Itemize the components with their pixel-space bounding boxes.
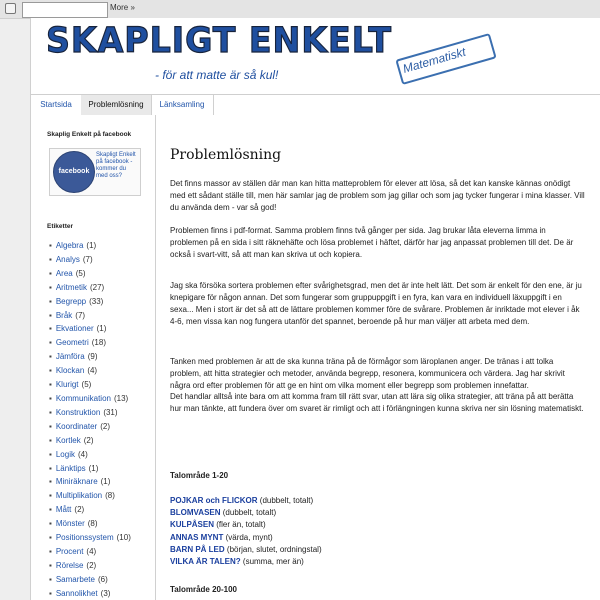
problem-item xyxy=(170,507,322,519)
bullet-icon: ▪ xyxy=(49,352,52,362)
label-link[interactable]: Kommunikation xyxy=(55,393,111,403)
label-count: (2) xyxy=(74,505,85,515)
problem-list xyxy=(170,495,322,568)
label-link[interactable]: Logik xyxy=(55,449,75,459)
label-item xyxy=(49,475,131,489)
label-link[interactable]: Rörelse xyxy=(55,560,84,570)
bullet-icon: ▪ xyxy=(49,588,52,598)
label-item xyxy=(49,253,131,267)
label-link[interactable]: Geometri xyxy=(55,338,89,348)
bullet-icon: ▪ xyxy=(49,533,52,543)
label-item xyxy=(49,392,131,406)
label-item xyxy=(49,531,131,545)
label-item xyxy=(49,448,131,462)
label-item xyxy=(49,573,131,587)
facebook-card[interactable] xyxy=(49,148,141,196)
label-link[interactable]: Kortlek xyxy=(55,435,81,445)
label-link[interactable]: Koordinater xyxy=(55,421,98,431)
post-content xyxy=(155,115,600,600)
label-item xyxy=(49,281,131,295)
blog-title[interactable]: SKAPLIGT ENKELT xyxy=(46,21,392,61)
labels-list xyxy=(49,239,131,600)
label-count: (5) xyxy=(75,268,86,278)
problem-description: (fler än, totalt) xyxy=(216,520,266,530)
label-count: (7) xyxy=(82,254,93,264)
label-count: (6) xyxy=(97,574,108,584)
section-title-20-100: Talområde 20-100 xyxy=(170,585,237,594)
bullet-icon: ▪ xyxy=(49,407,52,417)
label-link[interactable]: Samarbete xyxy=(55,574,95,584)
bullet-icon: ▪ xyxy=(49,380,52,390)
label-count: (13) xyxy=(113,393,129,403)
label-count: (31) xyxy=(103,407,118,417)
label-count: (1) xyxy=(100,477,111,487)
bullet-icon: ▪ xyxy=(49,491,52,501)
label-count: (27) xyxy=(89,282,105,292)
blogger-navbar xyxy=(0,0,600,19)
problem-link[interactable]: POJKAR och FLICKOR xyxy=(170,496,258,505)
label-count: (9) xyxy=(87,352,98,362)
stamp-logo xyxy=(395,33,496,85)
label-count: (2) xyxy=(83,435,94,445)
label-item xyxy=(49,350,131,364)
label-link[interactable]: Jämföra xyxy=(55,352,85,362)
post-title: Problemlösning xyxy=(170,147,282,163)
problem-description: (summa, mer än) xyxy=(242,557,304,567)
sidebar xyxy=(30,115,156,600)
paragraph-strategy: Det handlar alltså inte bara om att komma fram till rätt svar, utan att lära sig olika strategier, att träna på att berätta hur man tänkte, att fundera över om svaret är rimligt och att i förlängningen kunna skriva ner sin lösning matematiskt. xyxy=(170,392,584,414)
label-link[interactable]: Mått xyxy=(55,505,72,515)
label-count: (10) xyxy=(116,533,131,543)
more-link[interactable]: More » xyxy=(110,3,135,12)
label-item xyxy=(49,545,131,559)
label-link[interactable]: Bråk xyxy=(55,310,73,320)
bullet-icon: ▪ xyxy=(49,296,52,306)
label-item xyxy=(49,587,131,600)
label-count: (4) xyxy=(77,449,88,459)
page-tabs xyxy=(30,94,600,116)
bullet-icon: ▪ xyxy=(49,310,52,320)
tab-lanksamling[interactable]: Länksamling xyxy=(151,95,214,115)
problem-item xyxy=(170,556,322,568)
stamp-label: Matematiskt xyxy=(401,44,468,76)
problem-item xyxy=(170,495,322,507)
label-item xyxy=(49,309,131,323)
problem-item xyxy=(170,532,322,544)
label-link[interactable]: Positionssystem xyxy=(55,533,114,543)
bullet-icon: ▪ xyxy=(49,366,52,376)
label-item xyxy=(49,434,131,448)
tab-startsida[interactable]: Startsida xyxy=(31,95,82,115)
bullet-icon: ▪ xyxy=(49,560,52,570)
label-count: (2) xyxy=(86,560,97,570)
label-item xyxy=(49,462,131,476)
bullet-icon: ▪ xyxy=(49,268,52,278)
label-link[interactable]: Aritmetik xyxy=(55,282,87,292)
problem-link[interactable]: BARN PÅ LED xyxy=(170,544,225,554)
label-item xyxy=(49,503,131,517)
label-link[interactable]: Klockan xyxy=(55,366,85,376)
bullet-icon: ▪ xyxy=(49,421,52,431)
bullet-icon: ▪ xyxy=(49,574,52,584)
label-count: (4) xyxy=(86,546,97,556)
bullet-icon: ▪ xyxy=(49,241,52,250)
facebook-widget-title: Skaplig Enkelt på facebook xyxy=(47,131,132,138)
label-link[interactable]: Begrepp xyxy=(55,296,87,306)
label-item xyxy=(49,239,131,253)
bullet-icon: ▪ xyxy=(49,435,52,445)
label-item xyxy=(49,295,131,309)
problem-link[interactable]: ANNAS MYNT xyxy=(170,532,224,542)
label-count: (4) xyxy=(87,366,98,376)
label-link[interactable]: Ekvationer xyxy=(55,324,94,334)
bullet-icon: ▪ xyxy=(49,282,52,292)
label-link[interactable]: Konstruktion xyxy=(55,407,101,417)
section-title-1-20: Talområde 1-20 xyxy=(170,471,229,480)
label-count: (2) xyxy=(100,421,110,431)
label-item xyxy=(49,267,131,281)
label-item xyxy=(49,489,131,503)
label-count: (8) xyxy=(105,491,115,501)
bullet-icon: ▪ xyxy=(49,477,52,487)
facebook-link-text[interactable]: Skapligt Enkelt på facebook - kommer du med oss? xyxy=(96,152,136,179)
bullet-icon: ▪ xyxy=(49,338,52,348)
bullet-icon: ▪ xyxy=(49,393,52,403)
label-item xyxy=(49,322,131,336)
label-count: (1) xyxy=(96,324,107,334)
label-link[interactable]: Länktips xyxy=(55,463,86,473)
bullet-icon: ▪ xyxy=(49,505,52,515)
blogger-search-icon[interactable] xyxy=(5,3,16,14)
paragraph-intro: Det finns massor av ställen där man kan hitta matteproblem för elever att lösa, så det kan kanske kännas onödigt med ett sådant ställe till, men här samlar jag de problem som jag gillar och som jag tycker fungerar i mina klasser. Vill du använda dem - var så god! xyxy=(170,179,585,213)
label-link[interactable]: Procent xyxy=(55,546,84,556)
blog-header xyxy=(30,18,600,94)
problem-description: (dubbelt, totalt) xyxy=(222,508,277,518)
bullet-icon: ▪ xyxy=(49,463,52,473)
label-item xyxy=(49,364,131,378)
paragraph-difficulty: Jag ska försöka sortera problemen efter svårighetsgrad, men det är inte helt lätt. Det som är enkelt för den ene, är ju knepigare för någon annan. Det som fungerar som gruppuppgift i en fyra, kan vara en individuell läxuppgift i en sexa... Men i stort är det så att de lättare problemen kommer före de svårare. Problemen är inriktade mot elever i åk 4-6, men vissa kan nog fungera utanför det spannet, beroende på hur man väljer att arbeta med dem. xyxy=(170,281,582,327)
paragraph-purpose: Tanken med problemen är att de ska kunna träna på de förmågor som läroplanen anger. De tränas i att tolka problem, att hitta strategier och metoder, använda begrepp, resonera, kommunicera och värdera. Jag har skrivit några ord efter problemen för att ge en hint om vilka moment eller begrepp som problemen innefattar. xyxy=(170,357,565,391)
label-count: (3) xyxy=(100,588,111,598)
problem-item xyxy=(170,544,322,556)
label-link[interactable]: Multiplikation xyxy=(55,491,103,501)
label-item xyxy=(49,420,131,434)
label-link[interactable]: Algebra xyxy=(55,241,84,250)
label-item xyxy=(49,517,131,531)
label-count: (7) xyxy=(75,310,86,320)
label-link[interactable]: Klurigt xyxy=(55,380,79,390)
blog-subtitle: - för att matte är så kul! xyxy=(155,68,279,82)
labels-title: Etiketter xyxy=(47,223,74,230)
bullet-icon: ▪ xyxy=(49,449,52,459)
problem-description: (början, slutet, ordningstal) xyxy=(226,544,322,554)
label-count: (18) xyxy=(91,338,106,348)
label-link[interactable]: Mönster xyxy=(55,519,85,529)
problem-link[interactable]: BLOMVASEN xyxy=(170,508,221,518)
bullet-icon: ▪ xyxy=(49,519,52,529)
label-item xyxy=(49,336,131,350)
problem-link[interactable]: VILKA ÄR TALEN? xyxy=(170,557,241,567)
label-item xyxy=(49,559,131,573)
problem-item xyxy=(170,519,322,531)
label-link[interactable]: Sannolikhet xyxy=(55,588,98,598)
tab-problemlosning[interactable]: Problemlösning xyxy=(81,95,152,115)
label-count: (1) xyxy=(86,241,97,250)
search-input[interactable] xyxy=(22,2,108,18)
bullet-icon: ▪ xyxy=(49,324,52,334)
bullet-icon: ▪ xyxy=(49,546,52,556)
label-item xyxy=(49,406,131,420)
label-count: (1) xyxy=(88,463,99,473)
label-count: (5) xyxy=(81,380,92,390)
label-item xyxy=(49,378,131,392)
label-link[interactable]: Area xyxy=(55,268,73,278)
label-link[interactable]: Miniräknare xyxy=(55,477,98,487)
label-link[interactable]: Analys xyxy=(55,254,80,264)
label-count: (8) xyxy=(87,519,98,529)
facebook-logo-icon[interactable]: facebook xyxy=(53,151,95,193)
bullet-icon: ▪ xyxy=(49,254,52,264)
problem-description: (värda, mynt) xyxy=(225,532,273,542)
label-count: (33) xyxy=(89,296,104,306)
problem-description: (dubbelt, totalt) xyxy=(259,496,314,505)
problem-link[interactable]: KULPÅSEN xyxy=(170,520,215,530)
paragraph-format: Problemen finns i pdf-format. Samma problem finns två gånger per sida. Jag brukar låta eleverna limma in problemen på en sida i sitt räknehäfte och lösa problemet i häftet, därför har jag anpassat problemen till det. De är också i svart-vitt, så att man kan skriva ut och kopiera. xyxy=(170,226,574,260)
